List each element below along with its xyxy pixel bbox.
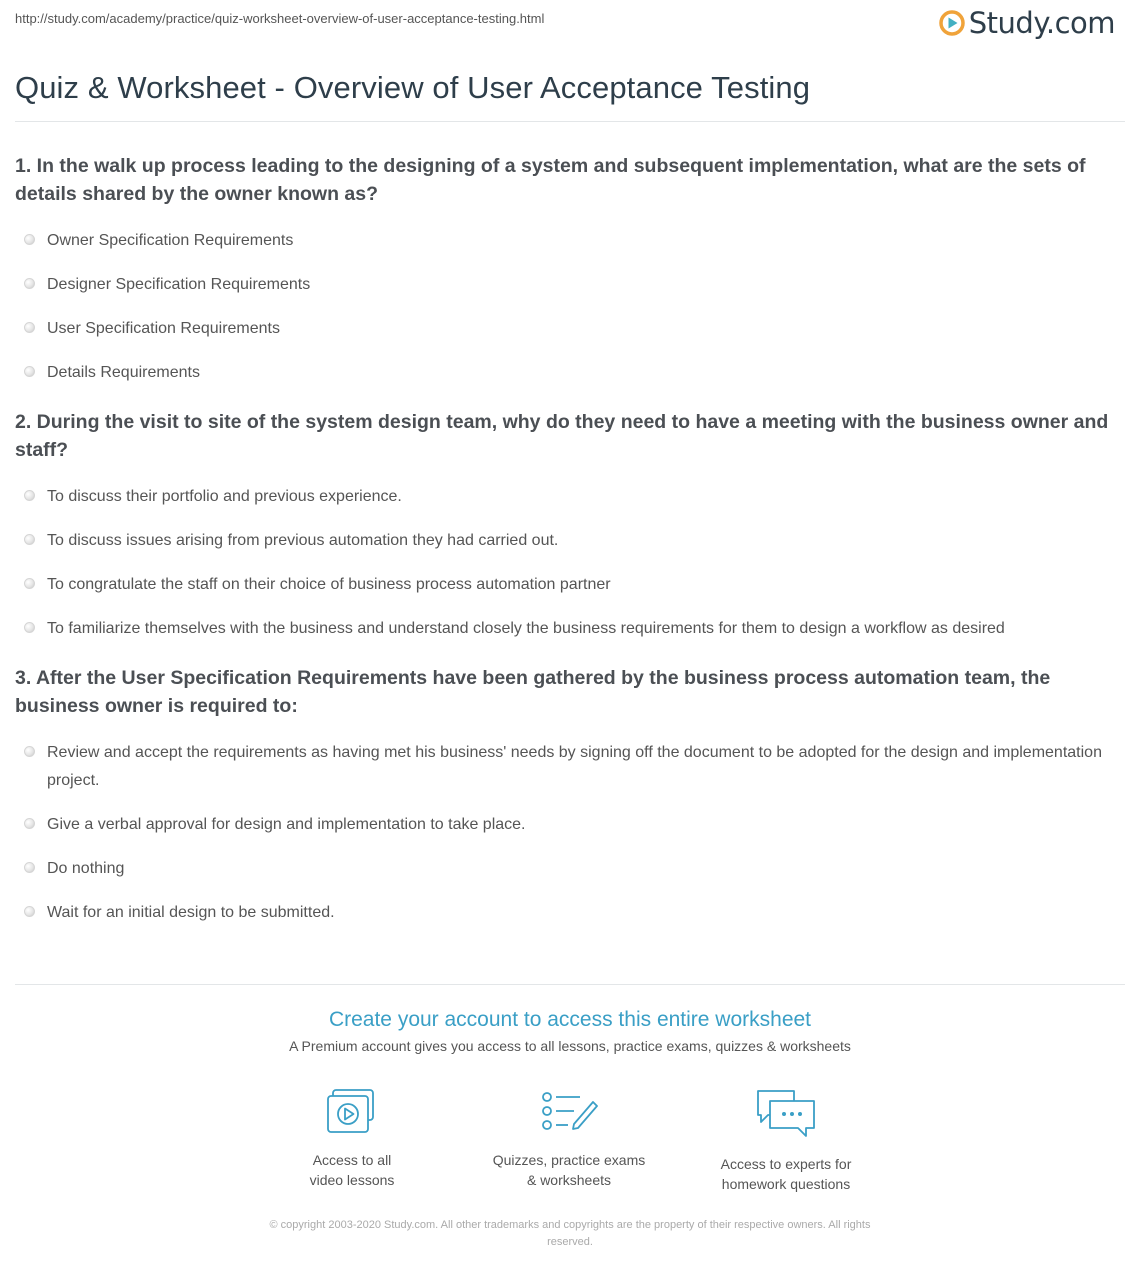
radio-button[interactable] — [24, 578, 35, 589]
answer-list — [15, 739, 1127, 927]
logo-text: Study.com — [968, 6, 1115, 40]
answer-text: Owner Specification Requirements — [47, 232, 294, 249]
radio-button[interactable] — [24, 818, 35, 829]
answer-option[interactable] — [15, 359, 1127, 387]
answer-list — [15, 483, 1127, 643]
answer-option[interactable] — [15, 855, 1127, 883]
answer-list — [15, 227, 1127, 387]
question-3 — [15, 664, 1127, 927]
cta-link[interactable]: Create your account to access this entire worksheet — [328, 1008, 812, 1031]
feature-video-lessons — [262, 1088, 442, 1190]
feature-experts — [696, 1088, 876, 1194]
answer-option[interactable] — [15, 315, 1127, 343]
feature-label: Access to all video lessons — [309, 1152, 395, 1188]
answer-text: User Specification Requirements — [47, 320, 280, 337]
answer-text: Do nothing — [47, 860, 125, 877]
answer-text: To familiarize themselves with the business and understand closely the business requirements for them to design a workflow as desired — [47, 620, 1005, 637]
quiz-checklist-icon — [540, 1088, 598, 1136]
answer-text: Review and accept the requirements as having met his business' needs by signing off the document to be adopted for the design and implementation project. — [47, 744, 1102, 789]
answer-option[interactable] — [15, 483, 1127, 511]
radio-button[interactable] — [24, 534, 35, 545]
copyright-footer: © copyright 2003-2020 Study.com. All other trademarks and copyrights are the property of their respective owners. All rights reserved. — [269, 1219, 871, 1248]
radio-button[interactable] — [24, 490, 35, 501]
answer-option[interactable] — [15, 227, 1127, 255]
answer-option[interactable] — [15, 271, 1127, 299]
question-text: 3. After the User Specification Requirements have been gathered by the business process automation team, the business owner is required to: — [15, 667, 1051, 717]
radio-button[interactable] — [24, 746, 35, 757]
feature-quizzes — [479, 1088, 659, 1190]
video-lessons-icon — [325, 1088, 379, 1136]
study-logo[interactable] — [939, 6, 1115, 40]
question-1 — [15, 152, 1127, 387]
radio-button[interactable] — [24, 862, 35, 873]
answer-text: To congratulate the staff on their choice of business process automation partner — [47, 576, 611, 593]
feature-label: Quizzes, practice exams & worksheets — [492, 1152, 646, 1188]
question-text: 2. During the visit to site of the system design team, why do they need to have a meeting with the business owner and staff? — [15, 411, 1109, 461]
page-url: http://study.com/academy/practice/quiz-worksheet-overview-of-user-acceptance-testing.html — [15, 11, 545, 26]
radio-button[interactable] — [24, 906, 35, 917]
radio-button[interactable] — [24, 366, 35, 377]
header-bar — [15, 0, 1125, 40]
radio-button[interactable] — [24, 322, 35, 333]
answer-text: Details Requirements — [47, 364, 200, 381]
answer-option[interactable] — [15, 615, 1127, 643]
feature-label: Access to experts for homework questions — [720, 1156, 852, 1192]
page-title: Quiz & Worksheet - Overview of User Acceptance Testing — [15, 70, 811, 105]
answer-text: Designer Specification Requirements — [47, 276, 311, 293]
answer-text: To discuss their portfolio and previous experience. — [47, 488, 402, 505]
answer-option[interactable] — [15, 571, 1127, 599]
cta-subtitle: A Premium account gives you access to all lessons, practice exams, quizzes & worksheets — [289, 1038, 851, 1054]
answer-text: To discuss issues arising from previous automation they had carried out. — [47, 532, 559, 549]
radio-button[interactable] — [24, 278, 35, 289]
answer-option[interactable] — [15, 739, 1127, 795]
question-2 — [15, 408, 1127, 643]
radio-button[interactable] — [24, 234, 35, 245]
divider — [15, 984, 1125, 985]
chat-bubbles-icon — [754, 1088, 818, 1140]
answer-option[interactable] — [15, 527, 1127, 555]
answer-option[interactable] — [15, 811, 1127, 839]
divider — [15, 121, 1125, 122]
radio-button[interactable] — [24, 622, 35, 633]
answer-text: Give a verbal approval for design and implementation to take place. — [47, 816, 526, 833]
question-list — [15, 152, 1127, 948]
answer-text: Wait for an initial design to be submitted. — [47, 904, 335, 921]
answer-option[interactable] — [15, 899, 1127, 927]
question-text: 1. In the walk up process leading to the designing of a system and subsequent implementation, what are the sets of details shared by the owner known as? — [15, 155, 1086, 205]
play-circle-icon — [939, 10, 965, 36]
